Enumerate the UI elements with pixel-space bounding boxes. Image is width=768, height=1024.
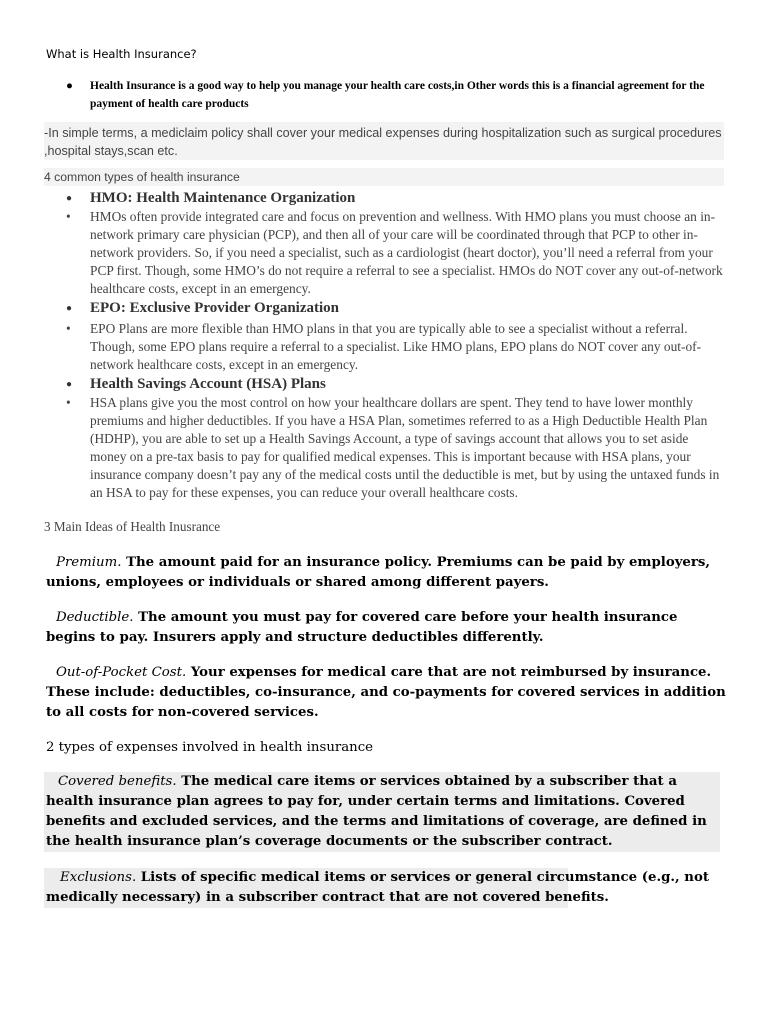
idea-term: Out-of-Pocket Cost.: [56, 665, 187, 680]
bullet-icon: ●: [66, 303, 73, 314]
bullet-icon: ●: [66, 80, 73, 92]
bullet-icon: ●: [66, 379, 73, 390]
plan-name: HMO: Health Maintenance Organization: [90, 190, 356, 206]
types-heading: 4 common types of health insurance: [44, 170, 240, 184]
expense-definition: The medical care items or services obtained by a subscriber that a health insurance plan agrees to pay for, under certain terms and limitations. Covered benefits and excluded services, and the terms and limitations of coverage, are defined in the health insurance plan’s coverage documents or the subscriber contract.: [46, 774, 707, 849]
idea-definition: The amount you must pay for covered care before your health insurance begins to pay. Insurers apply and structure deductibles differently.: [46, 610, 678, 645]
idea-term: Deductible.: [56, 610, 134, 625]
bullet-icon: •: [66, 321, 71, 336]
plan-description: EPO Plans are more flexible than HMO plans in that you are typically able to see a specialist without a referral. Though, some EPO plans require a referral to a specialist. Like HMO plans, EPO plans do NOT cover any out-of-network healthcare costs, except in an emergency.: [90, 321, 702, 372]
expense-covered-benefits: [46, 772, 726, 852]
expenses-heading: 2 types of expenses involved in health insurance: [46, 740, 374, 755]
simple-terms-paragraph: -In simple terms, a mediclaim policy shall cover your medical expenses during hospitalization such as surgical procedures ,hospital stays,scan etc.: [44, 126, 722, 158]
plan-description: HMOs often provide integrated care and focus on prevention and wellness. With HMO plans you must choose an in-network primary care physician (PCP), and then all of your care will be coordinated through that PCP to other in-network providers. So, if you need a specialist, such as a cardiologist (heart doctor), you’ll need a referral from your PCP first. Though, some HMO’s do not require a referral to see a specialist. HMOs do NOT cover any out-of-network healthcare costs, except in an emergency.: [90, 209, 723, 296]
plan-name: EPO: Exclusive Provider Organization: [90, 300, 340, 316]
idea-term: Premium.: [56, 555, 122, 570]
page-title: What is Health Insurance?: [46, 47, 197, 61]
intro-bullet: [66, 77, 705, 110]
idea-definition: The amount paid for an insurance policy. Premiums can be paid by employers, unions, employees or individuals or shared among different payers.: [46, 555, 711, 590]
bullet-icon: •: [66, 395, 71, 410]
bullet-icon: •: [66, 209, 71, 224]
idea-out-of-pocket: [46, 663, 726, 723]
expense-term: Covered benefits.: [58, 774, 177, 789]
bullet-icon: ●: [66, 193, 73, 204]
plan-description: HSA plans give you the most control on how your healthcare dollars are spent. They tend to have lower monthly premiums and higher deductibles. If you have a HSA Plan, sometimes referred to as a High Deductible Health Plan (HDHP), you are able to set up a Health Savings Account, a type of savings account that allows you to set aside money on a pre-tax basis to pay for qualified medical expenses. This is important because with HSA plans, your insurance company doesn’t pay any of the medical costs until the deductible is met, but by using the untaxed funds in an HSA to pay for these expenses, you can reduce your overall healthcare costs.: [90, 395, 720, 500]
main-ideas-heading: 3 Main Ideas of Health Inusrance: [44, 519, 221, 534]
expense-exclusions: [46, 868, 726, 908]
idea-deductible: [46, 608, 726, 648]
intro-bullet-text: Health Insurance is a good way to help you manage your health care costs,in Other words this is a financial agreement for the payment of health care products: [90, 80, 705, 110]
idea-premium: [46, 553, 726, 593]
plan-name: Health Savings Account (HSA) Plans: [90, 376, 326, 392]
expense-term: Exclusions.: [60, 870, 137, 885]
expense-definition: Lists of specific medical items or services or general circumstance (e.g., not medically necessary) in a subscriber contract that are not covered benefits.: [46, 870, 709, 905]
idea-definition: Your expenses for medical care that are not reimbursed by insurance. These include: deductibles, co-insurance, and co-payments for covered services in addition to all costs for non-covered services.: [46, 665, 726, 720]
